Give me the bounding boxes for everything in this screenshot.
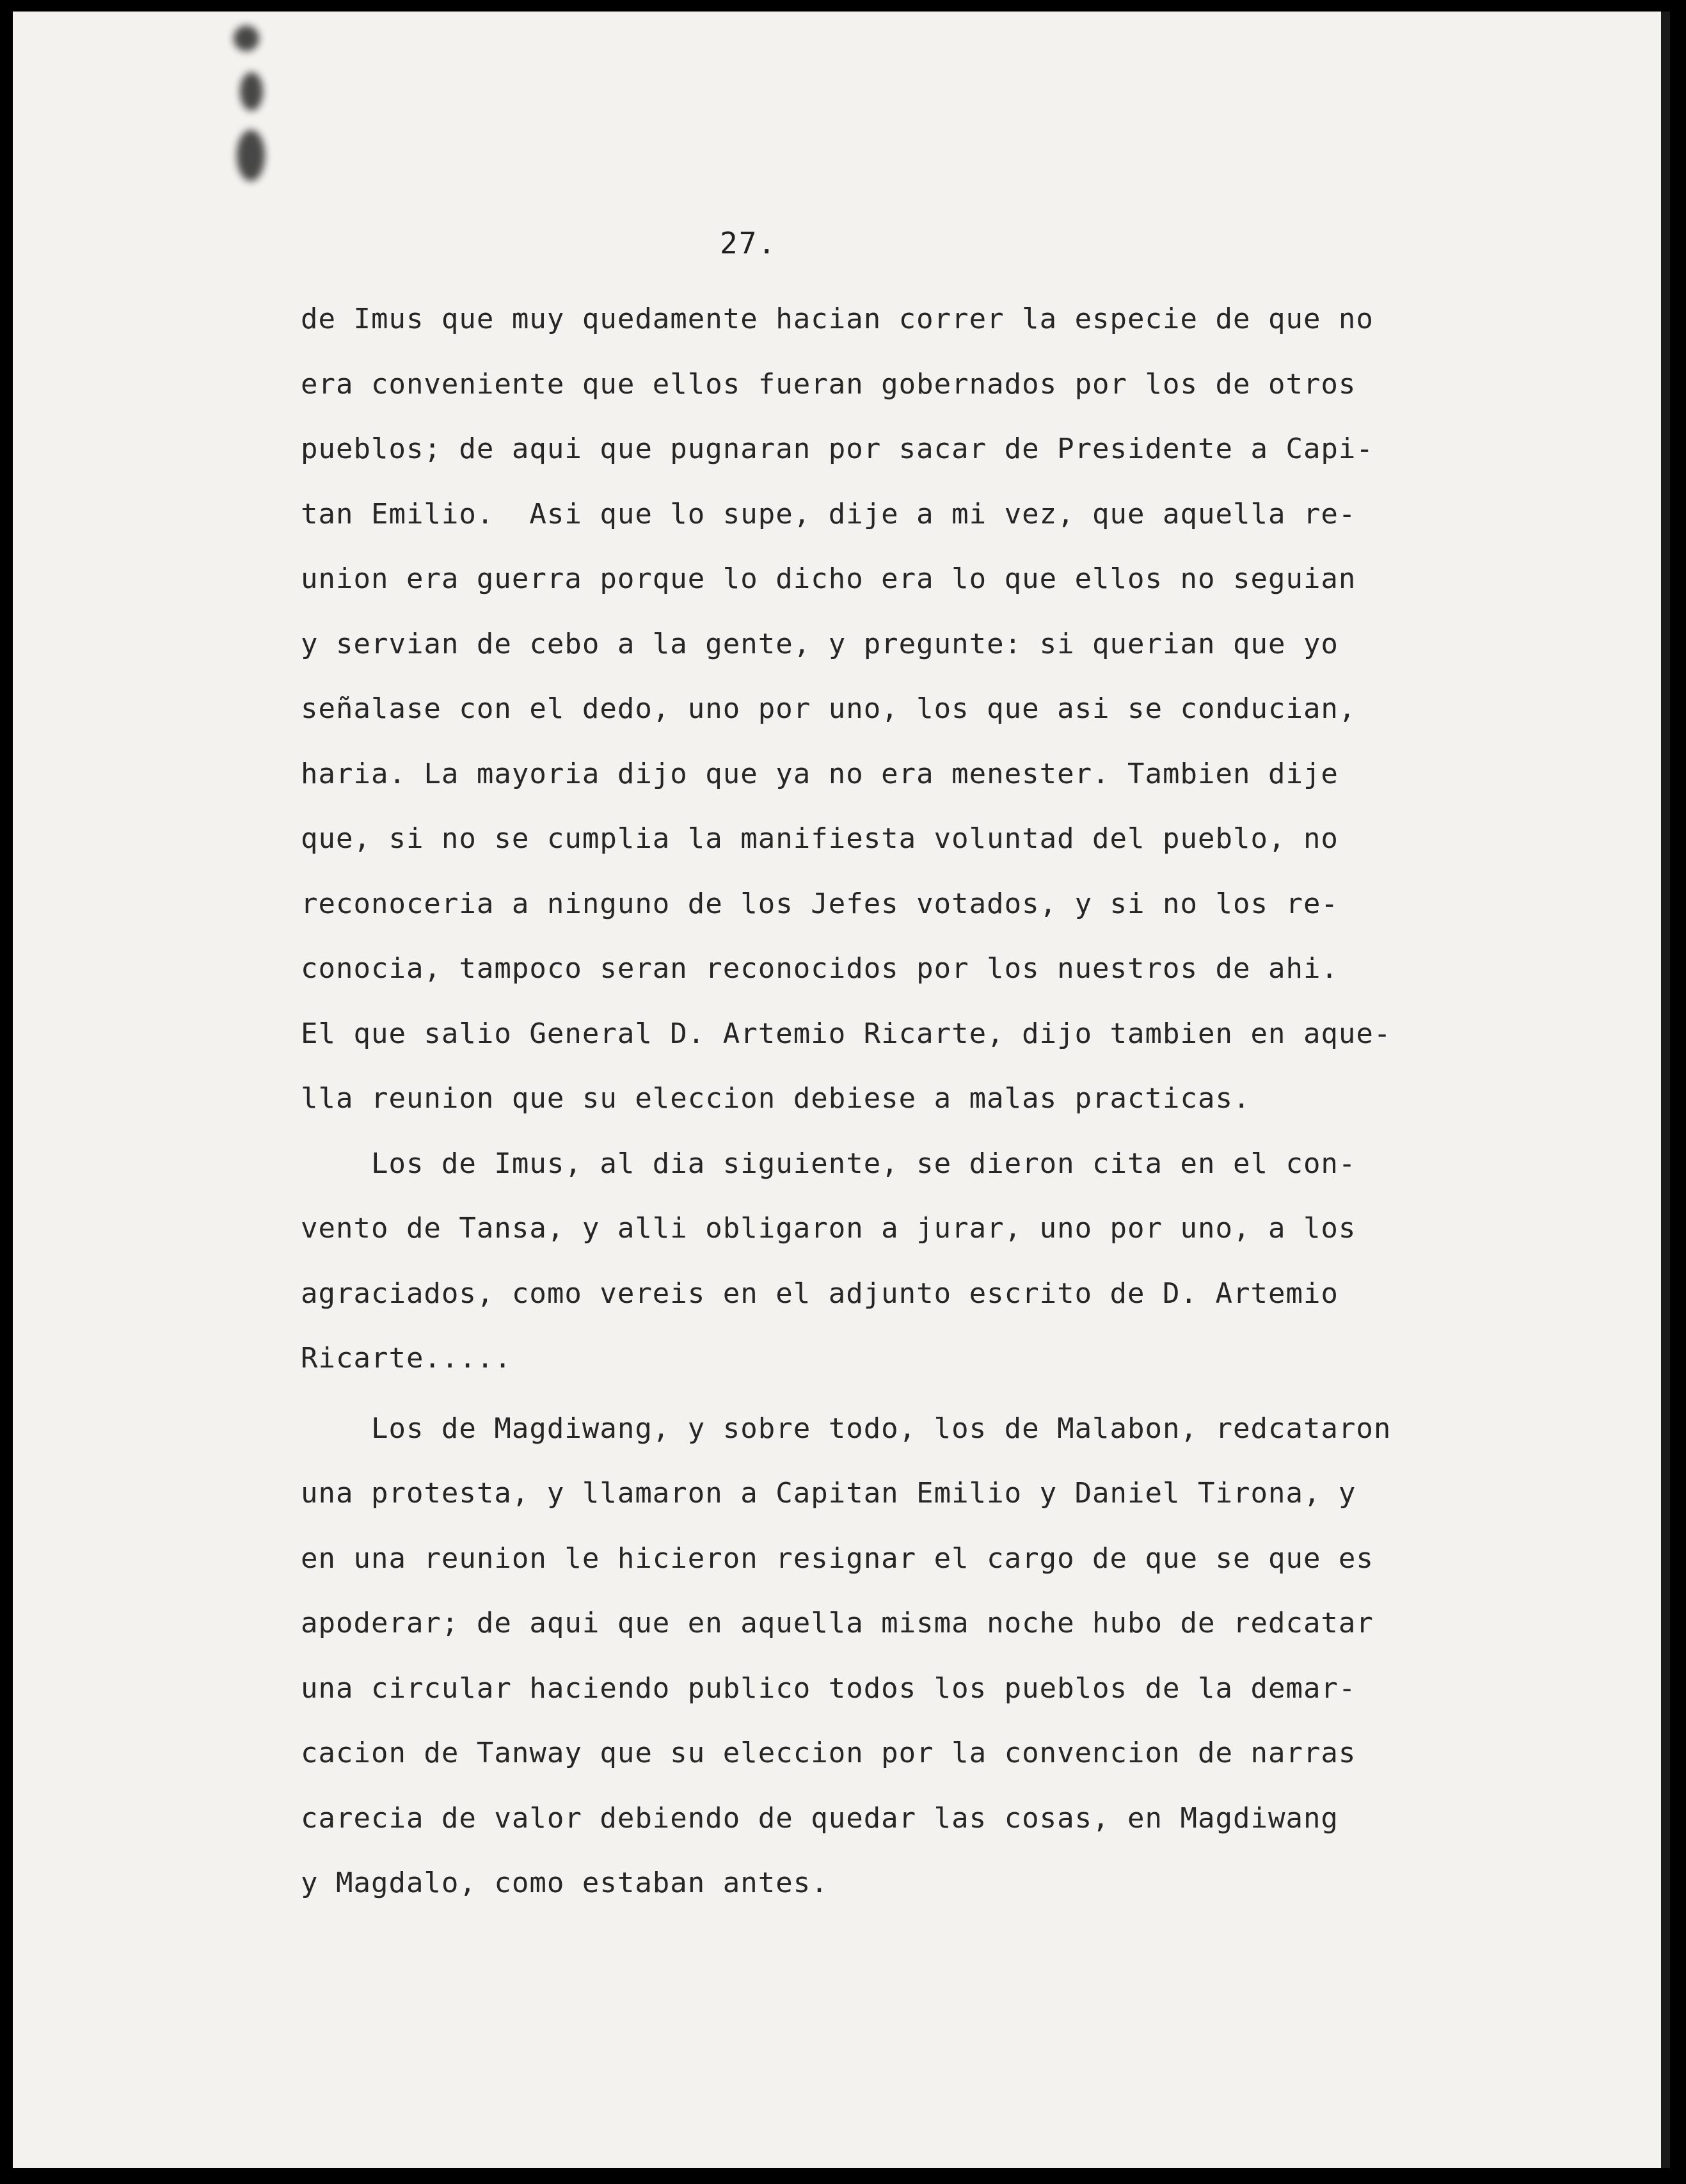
text-line: El que salio General D. Artemio Ricarte, dijo tambien en aque-: [301, 1017, 1392, 1050]
text-line: vento de Tansa, y alli obligaron a jurar, uno por uno, a los: [301, 1212, 1356, 1245]
punch-hole-mark: [234, 26, 259, 51]
typed-body-text: [301, 287, 1536, 1916]
text-line: en una reunion le hicieron resignar el cargo de que se que es: [301, 1542, 1374, 1575]
page-number: 27.: [720, 226, 777, 260]
text-line: haria. La mayoria dijo que ya no era menester. Tambien dije: [301, 757, 1339, 790]
paragraph-gap: [301, 1391, 1536, 1396]
page-edge-shadow: [1661, 12, 1670, 2168]
punch-hole-mark: [237, 130, 265, 181]
document-page: [13, 12, 1670, 2168]
text-line: union era guerra porque lo dicho era lo que ellos no seguian: [301, 562, 1356, 595]
text-line: tan Emilio. Asi que lo supe, dije a mi vez, que aquella re-: [301, 497, 1356, 530]
text-line: Los de Magdiwang, y sobre todo, los de Malabon, redcataron: [301, 1412, 1392, 1445]
text-line: que, si no se cumplia la manifiesta voluntad del pueblo, no: [301, 822, 1339, 855]
text-line: señalase con el dedo, uno por uno, los que asi se conducian,: [301, 692, 1356, 725]
text-line: apoderar; de aqui que en aquella misma noche hubo de redcatar: [301, 1607, 1374, 1639]
text-line: era conveniente que ellos fueran gobernados por los de otros: [301, 367, 1356, 401]
text-line: Ricarte.....: [301, 1342, 512, 1375]
text-line: Los de Imus, al dia siguiente, se dieron cita en el con-: [301, 1147, 1356, 1180]
text-line: una circular haciendo publico todos los pueblos de la demar-: [301, 1671, 1356, 1705]
text-line: y Magdalo, como estaban antes.: [301, 1867, 829, 1899]
text-line: cacion de Tanway que su eleccion por la convencion de narras: [301, 1737, 1356, 1769]
text-line: de Imus que muy quedamente hacian correr la especie de que no: [301, 303, 1374, 335]
text-line: lla reunion que su eleccion debiese a malas practicas.: [301, 1082, 1251, 1115]
text-line: carecia de valor debiendo de quedar las cosas, en Magdiwang: [301, 1801, 1339, 1835]
text-line: reconoceria a ninguno de los Jefes votados, y si no los re-: [301, 887, 1339, 920]
text-line: una protesta, y llamaron a Capitan Emilio y Daniel Tirona, y: [301, 1477, 1356, 1510]
text-line: y servian de cebo a la gente, y pregunte: si querian que yo: [301, 627, 1339, 660]
text-line: conocia, tampoco seran reconocidos por los nuestros de ahi.: [301, 952, 1339, 985]
punch-hole-mark: [240, 72, 263, 111]
text-line: agraciados, como vereis en el adjunto escrito de D. Artemio: [301, 1277, 1339, 1310]
text-line: pueblos; de aqui que pugnaran por sacar de Presidente a Capi-: [301, 433, 1374, 465]
